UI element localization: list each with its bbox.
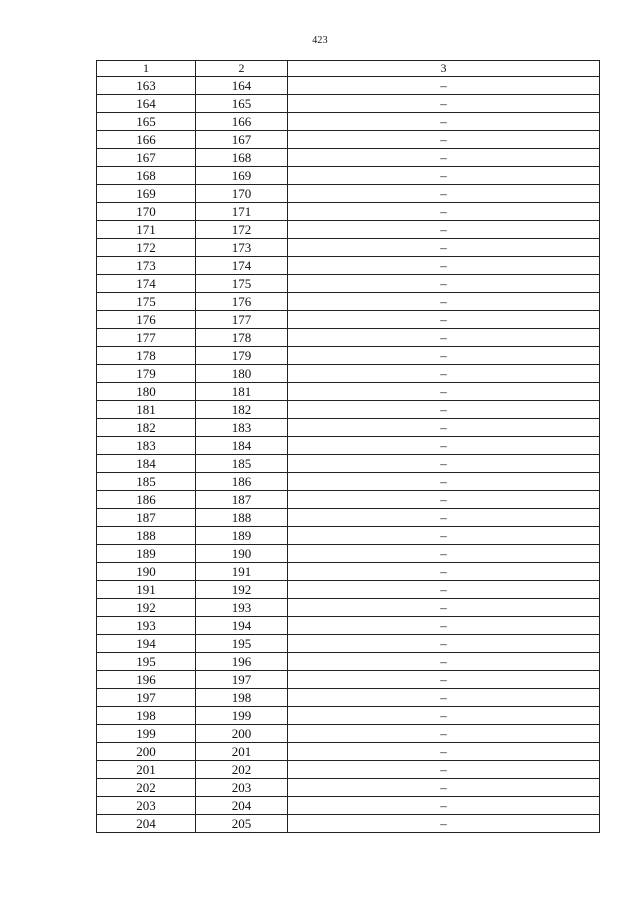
table-cell-col-2: 176 <box>196 293 288 311</box>
table-cell-col-2: 173 <box>196 239 288 257</box>
table-cell-col-3: – <box>288 203 600 221</box>
table-cell-col-2: 196 <box>196 653 288 671</box>
table-cell-col-1: 168 <box>97 167 196 185</box>
table-cell-col-2: 200 <box>196 725 288 743</box>
table-cell-col-2: 170 <box>196 185 288 203</box>
table-cell-col-3: – <box>288 383 600 401</box>
table-cell-col-2: 175 <box>196 275 288 293</box>
table-row <box>97 671 600 689</box>
table-cell-col-3: – <box>288 77 600 95</box>
table-cell-col-2: 199 <box>196 707 288 725</box>
table-cell-col-2: 181 <box>196 383 288 401</box>
table-cell-col-3: – <box>288 239 600 257</box>
table-cell-col-3: – <box>288 689 600 707</box>
table-cell-col-1: 197 <box>97 689 196 707</box>
table-cell-col-1: 202 <box>97 779 196 797</box>
table-row <box>97 365 600 383</box>
table-cell-col-3: – <box>288 743 600 761</box>
table-cell-col-2: 204 <box>196 797 288 815</box>
table-row <box>97 311 600 329</box>
table-row <box>97 329 600 347</box>
table-row <box>97 797 600 815</box>
table-cell-col-1: 196 <box>97 671 196 689</box>
table-row <box>97 743 600 761</box>
table-cell-col-1: 178 <box>97 347 196 365</box>
table-row <box>97 257 600 275</box>
table-cell-col-3: – <box>288 653 600 671</box>
table-cell-col-1: 192 <box>97 599 196 617</box>
table-cell-col-3: – <box>288 275 600 293</box>
table-row <box>97 131 600 149</box>
table-cell-col-1: 187 <box>97 509 196 527</box>
table-cell-col-1: 185 <box>97 473 196 491</box>
data-table <box>96 60 600 833</box>
table-cell-col-2: 195 <box>196 635 288 653</box>
table-cell-col-1: 198 <box>97 707 196 725</box>
table-cell-col-3: – <box>288 761 600 779</box>
table-cell-col-3: – <box>288 167 600 185</box>
table-cell-col-2: 172 <box>196 221 288 239</box>
table-cell-col-2: 178 <box>196 329 288 347</box>
table-cell-col-2: 174 <box>196 257 288 275</box>
table-cell-col-3: – <box>288 347 600 365</box>
table-row <box>97 203 600 221</box>
table-cell-col-1: 200 <box>97 743 196 761</box>
table-cell-col-3: – <box>288 95 600 113</box>
table-cell-col-2: 193 <box>196 599 288 617</box>
table-row <box>97 185 600 203</box>
table-row <box>97 401 600 419</box>
table-cell-col-2: 180 <box>196 365 288 383</box>
table-cell-col-3: – <box>288 329 600 347</box>
table-row <box>97 527 600 545</box>
column-header-1: 1 <box>97 61 196 77</box>
table-cell-col-2: 203 <box>196 779 288 797</box>
table-cell-col-3: – <box>288 617 600 635</box>
column-header-2: 2 <box>196 61 288 77</box>
table-cell-col-2: 194 <box>196 617 288 635</box>
table-cell-col-2: 185 <box>196 455 288 473</box>
table-cell-col-2: 186 <box>196 473 288 491</box>
table-row <box>97 167 600 185</box>
table-cell-col-1: 189 <box>97 545 196 563</box>
table-cell-col-3: – <box>288 725 600 743</box>
table-row <box>97 293 600 311</box>
table-cell-col-2: 198 <box>196 689 288 707</box>
table-row <box>97 239 600 257</box>
table-cell-col-1: 180 <box>97 383 196 401</box>
table-row <box>97 347 600 365</box>
table-row <box>97 581 600 599</box>
table-cell-col-1: 163 <box>97 77 196 95</box>
table-cell-col-2: 168 <box>196 149 288 167</box>
table-cell-col-3: – <box>288 365 600 383</box>
table-cell-col-1: 169 <box>97 185 196 203</box>
table-cell-col-3: – <box>288 473 600 491</box>
table-header-row <box>97 61 600 77</box>
table-row <box>97 617 600 635</box>
table-cell-col-1: 183 <box>97 437 196 455</box>
table-cell-col-3: – <box>288 797 600 815</box>
table-cell-col-3: – <box>288 419 600 437</box>
table-row <box>97 563 600 581</box>
page-number: 423 <box>312 35 328 46</box>
table-row <box>97 689 600 707</box>
table-cell-col-3: – <box>288 437 600 455</box>
table-cell-col-2: 202 <box>196 761 288 779</box>
table-cell-col-3: – <box>288 149 600 167</box>
table-cell-col-2: 165 <box>196 95 288 113</box>
table-row <box>97 113 600 131</box>
table-row <box>97 419 600 437</box>
table-cell-col-1: 177 <box>97 329 196 347</box>
table-cell-col-1: 174 <box>97 275 196 293</box>
table-cell-col-3: – <box>288 545 600 563</box>
table-cell-col-2: 197 <box>196 671 288 689</box>
table-cell-col-1: 201 <box>97 761 196 779</box>
table-cell-col-1: 182 <box>97 419 196 437</box>
table-cell-col-3: – <box>288 401 600 419</box>
table-row <box>97 653 600 671</box>
column-header-3: 3 <box>288 61 600 77</box>
table-row <box>97 491 600 509</box>
table-cell-col-1: 195 <box>97 653 196 671</box>
table-cell-col-1: 186 <box>97 491 196 509</box>
table-cell-col-1: 170 <box>97 203 196 221</box>
table-cell-col-2: 167 <box>196 131 288 149</box>
table-cell-col-2: 164 <box>196 77 288 95</box>
table-cell-col-2: 182 <box>196 401 288 419</box>
table-cell-col-3: – <box>288 563 600 581</box>
table-row <box>97 383 600 401</box>
table-cell-col-1: 175 <box>97 293 196 311</box>
table-cell-col-1: 172 <box>97 239 196 257</box>
table-row <box>97 437 600 455</box>
table-row <box>97 599 600 617</box>
table-cell-col-1: 191 <box>97 581 196 599</box>
table-cell-col-2: 187 <box>196 491 288 509</box>
table-cell-col-1: 181 <box>97 401 196 419</box>
table-row <box>97 221 600 239</box>
table-cell-col-1: 184 <box>97 455 196 473</box>
table-row <box>97 815 600 833</box>
table-row <box>97 275 600 293</box>
table-cell-col-1: 190 <box>97 563 196 581</box>
table-row <box>97 545 600 563</box>
table-cell-col-3: – <box>288 779 600 797</box>
table-cell-col-3: – <box>288 311 600 329</box>
table-cell-col-3: – <box>288 509 600 527</box>
table-cell-col-2: 179 <box>196 347 288 365</box>
table-cell-col-3: – <box>288 455 600 473</box>
table-row <box>97 509 600 527</box>
table-row <box>97 635 600 653</box>
table-row <box>97 95 600 113</box>
table-cell-col-3: – <box>288 293 600 311</box>
table-cell-col-1: 193 <box>97 617 196 635</box>
table-cell-col-1: 173 <box>97 257 196 275</box>
table-cell-col-1: 164 <box>97 95 196 113</box>
table-cell-col-2: 191 <box>196 563 288 581</box>
table-cell-col-3: – <box>288 527 600 545</box>
table-cell-col-2: 192 <box>196 581 288 599</box>
table-cell-col-3: – <box>288 581 600 599</box>
table-row <box>97 725 600 743</box>
table-cell-col-2: 169 <box>196 167 288 185</box>
table-cell-col-2: 171 <box>196 203 288 221</box>
table-cell-col-3: – <box>288 599 600 617</box>
table-cell-col-3: – <box>288 815 600 833</box>
table-cell-col-1: 176 <box>97 311 196 329</box>
table-row <box>97 707 600 725</box>
table-cell-col-2: 190 <box>196 545 288 563</box>
table-cell-col-1: 188 <box>97 527 196 545</box>
table-row <box>97 779 600 797</box>
table-cell-col-3: – <box>288 131 600 149</box>
table-cell-col-1: 179 <box>97 365 196 383</box>
table-cell-col-3: – <box>288 113 600 131</box>
table-cell-col-2: 205 <box>196 815 288 833</box>
table-row <box>97 149 600 167</box>
table-cell-col-1: 167 <box>97 149 196 167</box>
table-cell-col-1: 199 <box>97 725 196 743</box>
table-row <box>97 77 600 95</box>
table-cell-col-2: 201 <box>196 743 288 761</box>
table-body <box>97 77 600 833</box>
table-cell-col-1: 165 <box>97 113 196 131</box>
table-cell-col-3: – <box>288 257 600 275</box>
table-cell-col-2: 184 <box>196 437 288 455</box>
table-cell-col-1: 166 <box>97 131 196 149</box>
table-cell-col-2: 166 <box>196 113 288 131</box>
table-row <box>97 455 600 473</box>
table-cell-col-2: 177 <box>196 311 288 329</box>
table-row <box>97 761 600 779</box>
table-cell-col-1: 194 <box>97 635 196 653</box>
table-cell-col-3: – <box>288 491 600 509</box>
table-cell-col-3: – <box>288 707 600 725</box>
table-cell-col-1: 204 <box>97 815 196 833</box>
table-cell-col-2: 183 <box>196 419 288 437</box>
table-cell-col-1: 171 <box>97 221 196 239</box>
table-cell-col-3: – <box>288 671 600 689</box>
table-cell-col-3: – <box>288 185 600 203</box>
table-cell-col-3: – <box>288 221 600 239</box>
table-cell-col-2: 189 <box>196 527 288 545</box>
table-cell-col-1: 203 <box>97 797 196 815</box>
table-row <box>97 473 600 491</box>
table-cell-col-2: 188 <box>196 509 288 527</box>
table-cell-col-3: – <box>288 635 600 653</box>
